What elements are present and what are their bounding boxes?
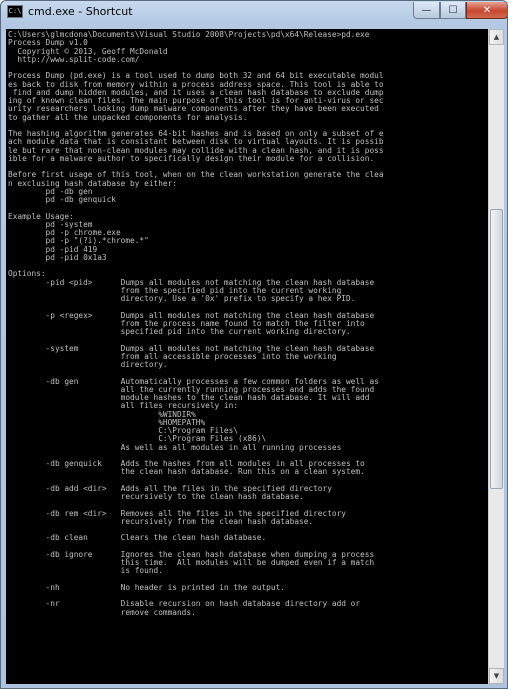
console-line: -db ignore Ignores the clean hash database when dumping a process — [8, 549, 375, 559]
console-line: recursively from the clean hash database. — [8, 516, 314, 526]
console-line: from all accessible processes into the working — [8, 351, 337, 361]
console-line: Example Usage: — [8, 211, 74, 221]
console-line: C:\Users\glmcdona\Documents\Visual Studio 2008\Projects\pd\x64\Release>pd.exe — [8, 30, 370, 39]
console-line: this time. All modules will be dumped even if a match — [8, 558, 375, 567]
scroll-down-button[interactable] — [489, 668, 504, 684]
console-line: As well as all modules in all running processes — [8, 442, 342, 452]
console-line: es back to disk from memory within a process address space. This tool is able to — [8, 79, 384, 89]
close-icon: ✕ — [482, 4, 492, 16]
console-line: find and dump hidden modules, and it uses a clean hash database to exclude dump — [8, 87, 384, 97]
console-line: le but rare that non-clean modules may collide with a clean hash, and it is poss — [8, 145, 384, 155]
console-line: module hashes to the clean hash database. It will add — [8, 393, 370, 402]
console-line: from the process name found to match the filter into — [8, 318, 365, 328]
arrow-up-icon: ▲ — [493, 33, 500, 41]
minimize-icon: — — [421, 4, 432, 16]
console-output[interactable] — [6, 29, 488, 684]
console-line: C:\Program Files (x86)\ — [8, 434, 267, 444]
console-line: pd -db gen — [8, 186, 93, 196]
close-button[interactable] — [466, 2, 508, 19]
console-line: -nh No header is printed in the output. — [8, 582, 285, 592]
console-line: pd -db genquick — [8, 195, 116, 204]
console-line: from the specified pid into the current working — [8, 285, 342, 295]
console-line: Before first usage of this tool, when on the clean workstation generate the clea — [8, 170, 384, 180]
maximize-icon: ☐ — [448, 4, 458, 16]
console-line: the clean hash database. Run this on a clean system. — [8, 467, 365, 477]
console-line: recursively to the clean hash database. — [8, 492, 304, 501]
console-line: Copyright © 2013, Geoff McDonald — [8, 46, 168, 56]
console-line: ach module data that is consistant between disk to virtual layouts. It is possib — [8, 137, 384, 147]
maximize-button[interactable] — [440, 2, 466, 19]
console-line: Process Dump v1.0 — [8, 38, 88, 48]
console-line: pd -pid 419 — [8, 244, 98, 254]
title-bar[interactable] — [1, 1, 507, 23]
scroll-up-button[interactable] — [489, 29, 504, 45]
console-line: ing of known clean files. The main purpose of this tool is for anti-virus or sec — [8, 96, 384, 105]
console-line: %HOMEPATH% — [8, 417, 206, 427]
console-line: Process Dump (pd.exe) is a tool used to dump both 32 and 64 bit executable modul — [8, 71, 384, 81]
console-text — [6, 29, 488, 617]
console-line: -db clean Clears the clean hash database. — [8, 533, 267, 543]
vertical-scrollbar[interactable] — [488, 29, 504, 684]
console-line: pd -p chrome.exe — [8, 228, 121, 237]
console-line: all files recursively in: — [8, 401, 239, 411]
arrow-down-icon: ▼ — [493, 672, 500, 680]
console-line: urity researchers looking dump malware components after they have been executed — [8, 104, 379, 114]
console-line: http://www.split-code.com/ — [8, 54, 140, 64]
scroll-thumb[interactable] — [490, 209, 503, 489]
console-line: C:\Program Files\ — [8, 426, 239, 435]
console-line: Options: — [8, 269, 46, 279]
console-line: pd -p "(?i).*chrome.*" — [8, 236, 149, 246]
console-line: all the currently running processes and adds the found — [8, 384, 375, 394]
cmd-app-icon[interactable]: C:\ — [7, 5, 23, 18]
console-line: -p <regex> Dumps all modules not matching the clean hash database — [8, 310, 375, 320]
console-line: -system Dumps all modules not matching the clean hash database — [8, 343, 375, 353]
console-line: specified pid into the current working directory. — [8, 327, 351, 336]
console-line: ible for a malware author to specifically design their module for a collision. — [8, 153, 375, 163]
console-line: -nr Disable recursion on hash database directory add or — [8, 599, 361, 609]
console-line: -db add <dir> Adds all the files in the specified directory — [8, 483, 332, 493]
console-line: directory. Use a '0x' prefix to specify a hex PID. — [8, 294, 356, 303]
console-line: remove commands. — [8, 607, 196, 617]
console-line: pd -pid 0x1a3 — [8, 252, 107, 262]
console-line: to gather all the unpacked components for analysis. — [8, 112, 248, 122]
console-line: -pid <pid> Dumps all modules not matching the clean hash database — [8, 277, 375, 287]
console-line: -db rem <dir> Removes all the files in the specified directory — [8, 508, 346, 518]
console-line: The hashing algorithm generates 64-bit hashes and is based on only a subset of e — [8, 129, 384, 138]
window-title: cmd.exe - Shortcut — [28, 5, 133, 18]
console-line: n exclusing hash database by either: — [8, 178, 177, 188]
console-line: pd -system — [8, 219, 93, 229]
console-line: -db gen Automatically processes a few common folders as well as — [8, 376, 379, 386]
console-line: %WINDIR% — [8, 409, 196, 419]
console-line: is found. — [8, 566, 163, 576]
console-line: directory. — [8, 360, 168, 369]
console-line: -db genquick Adds the hashes from all modules in all processes to — [8, 459, 365, 468]
minimize-button[interactable] — [413, 2, 440, 19]
